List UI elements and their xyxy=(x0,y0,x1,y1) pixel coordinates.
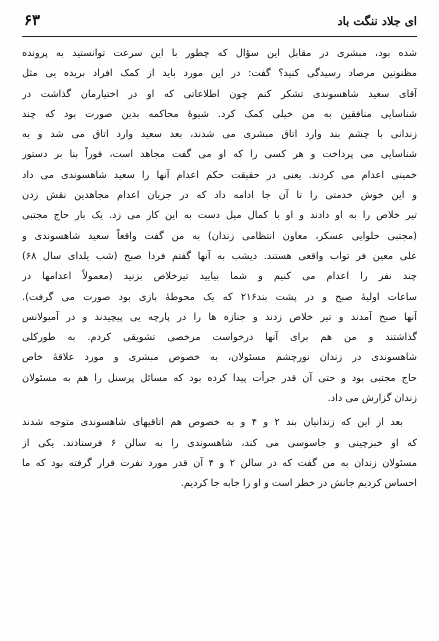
text-line: (مجتبی حلوایی عسکر، معاون انتظامی زندان) به من گفت واقعاً سعید شاهسوندی و xyxy=(22,230,417,242)
text-line: زندان گزارش می داد. xyxy=(327,393,417,405)
text-line: علی معین فر تواب واقعی هستند. دیشب به آنها گفتم فردا صبح (شب یلدای سال ۶۸) xyxy=(22,250,417,262)
text-line: بعد از این که زندانیان بند ۲ و ۴ و به خصوص هم اتاقیهای شاهسوندی متوجه شدند xyxy=(22,417,403,429)
text-line: آنها صبح آمدند و تیر خلاص زدند و جنازه ها را در پارچه یی پیچیدند و در آمبولانس xyxy=(22,311,417,323)
text-line: زندانی با چشم بند وارد اتاق مبشری می شدند، بعد سعید وارد اتاق می شد و به xyxy=(22,129,417,141)
text-line: شاهسوندی در زندان نورچشم مسئولان، به خصوص مبشری و مورد علاقهٔ خاص xyxy=(22,352,417,364)
text-line: خمینی اعدام می کردند. یعنی در حقیقت حکم اعدام آنها را سعید شاهسوندی می داد xyxy=(22,169,417,181)
text-line: و این خوش خدمتی را تا آن جا ادامه داد که در جریان اعدام مجاهدین نقش زدن xyxy=(22,190,417,202)
page-header xyxy=(22,10,417,37)
paragraph xyxy=(22,413,417,494)
text-line: آقای سعید شاهسوندی تشکر کنم چون اطلاعاتی که او در اختیارمان گذاشت در xyxy=(22,88,417,100)
text-line: شده بود، مبشری در مقابل این سؤال که چطور با این سرعت توانستید به پرونده xyxy=(22,48,417,59)
text-line: گذاشتند و من هم برای آنها درخواست مرخصی تشویقی کردم. به طورکلی xyxy=(22,332,417,344)
text-line: شناسایی منافقین به من خیلی کمک کرد. شیوهٔ محاکمه بدین صورت بود که چند xyxy=(22,108,417,120)
running-title: ای جلاد ننگت باد xyxy=(337,14,417,28)
page-number: ۶۳ xyxy=(24,11,41,29)
text-line: تیر خلاص را به او دادند و او با کمال میل دست به این کار می زد. یک بار حاج مجتبی xyxy=(22,210,417,222)
text-line: که او خبرچینی و جاسوسی می کند، شاهسوندی را به سالن ۶ فرستادند. یکی از xyxy=(22,437,417,449)
text-line: احساس کردیم جانش در خطر است و او را جابه جا کردیم. xyxy=(180,478,417,490)
paragraph xyxy=(22,44,417,409)
text-line: ساعات اولیهٔ صبح و در پشت بند۲۱۶ که یک محوطهٔ بازی بود صورت می گرفت). xyxy=(22,291,417,303)
text-line: مسئولان زندان به من گفت که در سالن ۲ و ۴ آن قدر مورد نفرت قرار گرفته بود که ما xyxy=(22,457,417,469)
body-text xyxy=(22,44,417,495)
text-line: چند نفر را اعدام می کنیم و شما بیایید تیرخلاص بزنید (معمولاً اعدامها در xyxy=(22,271,417,283)
text-line: شناسایی می پرداخت و هر کسی را که او می گفت مجاهد است، فوراً بنا بر دستور xyxy=(22,149,417,161)
text-line: مظنونین مرصاد رسیدگی کنید؟ گفت: در این مورد باید از کمک افراد بریده یی مثل xyxy=(22,68,417,80)
text-line: حاج مجتبی بود و حتی آن قدر جرأت پیدا کرده بود که مسائل پرسنل را هم به مسئولان xyxy=(22,372,417,384)
